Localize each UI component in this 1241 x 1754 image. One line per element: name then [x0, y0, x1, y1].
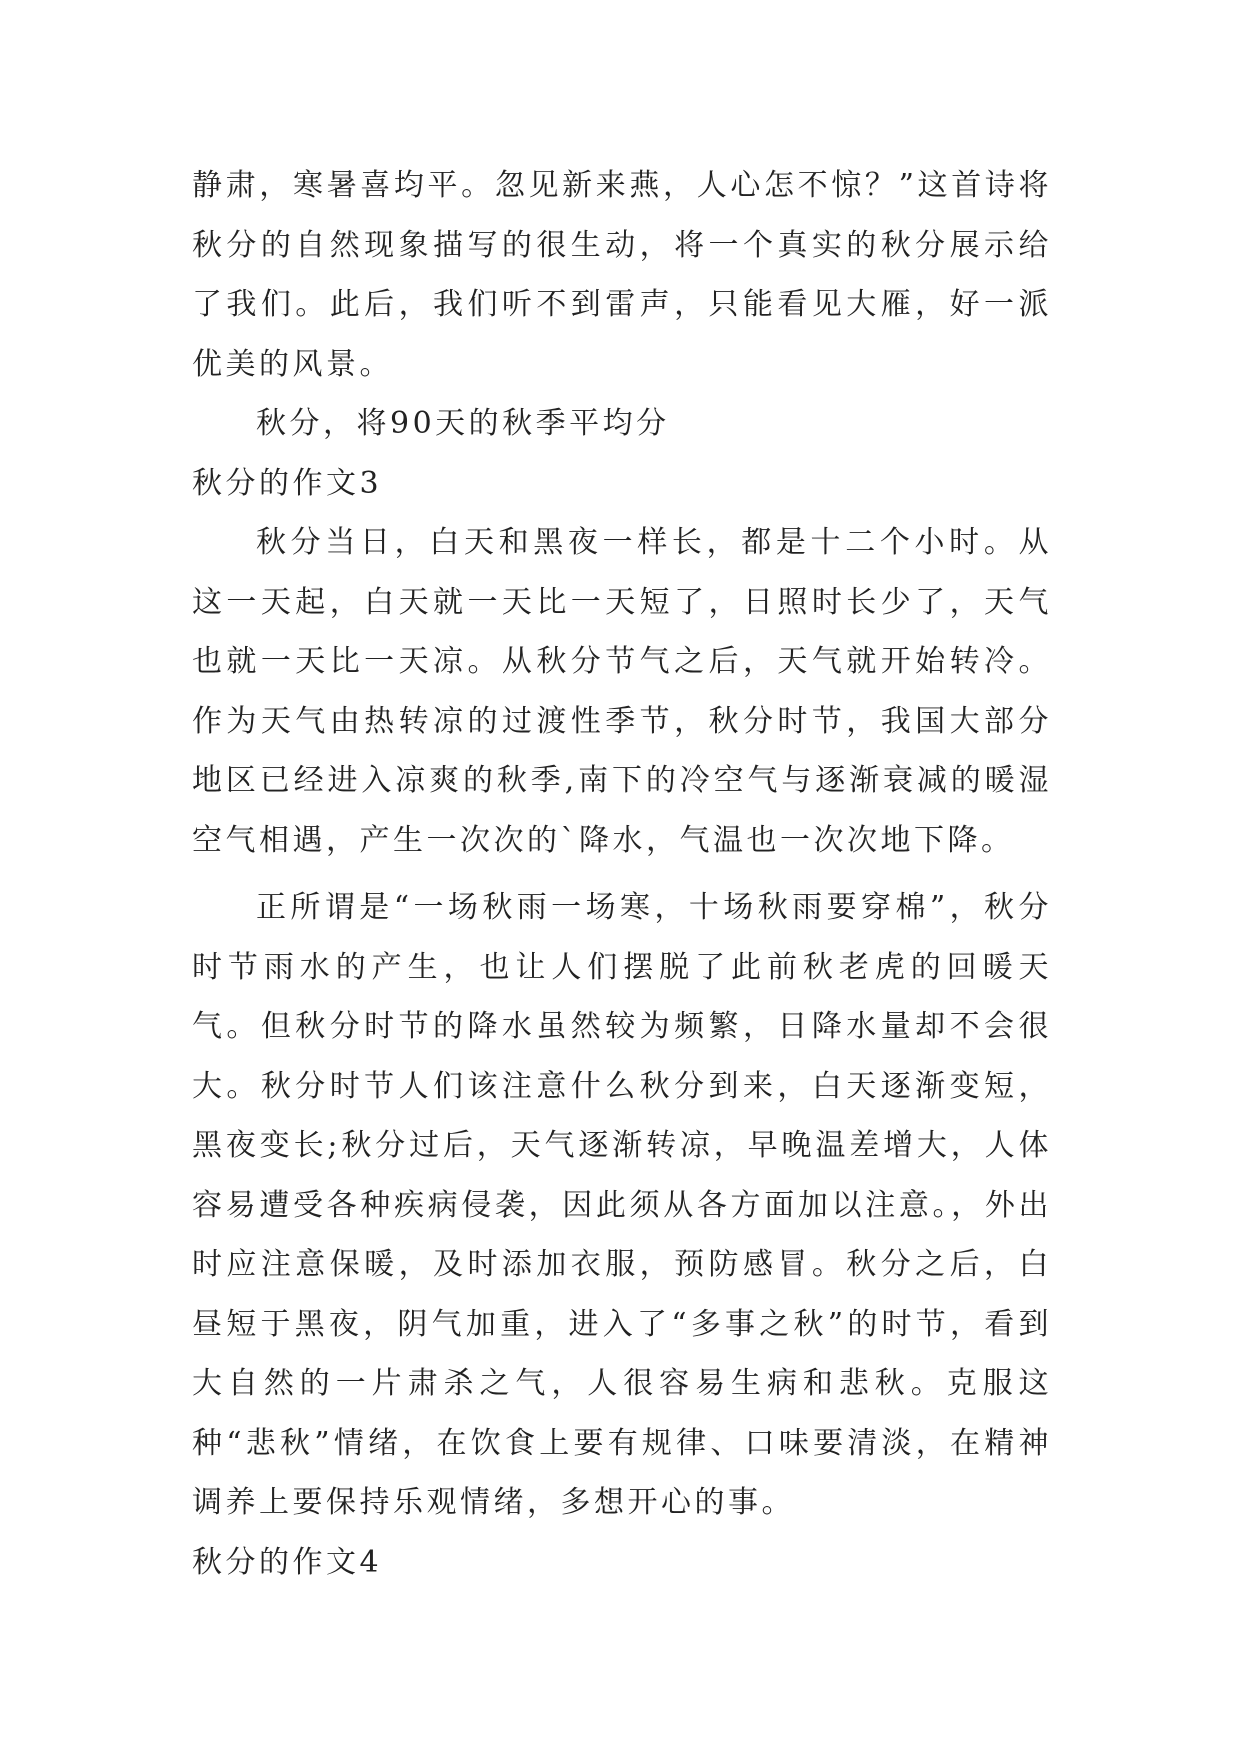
paragraph-autumn-rain-health: 正所谓是“一场秋雨一场寒，十场秋雨要穿棉”，秋分时节雨水的产生，也让人们摆脱了此前秋老虎的回暖天气。但秋分时节的降水虽然较为频繁，日降水量却不会很大。秋分时节人们该注意什么秋分到来，白天逐渐变短，黑夜变长;秋分过后，天气逐渐转凉，早晚温差增大，人体容易遭受各种疾病侵袭，因此须从各方面加以注意。，外出时应注意保暖，及时添加衣服，预防感冒。秋分之后，白昼短于黑夜，阴气加重，进入了“多事之秋”的时节，看到大自然的一片肃杀之气，人很容易生病和悲秋。克服这种“悲秋”情绪，在饮食上要有规律、口味要清淡，在精神调养上要保持乐观情绪，多想开心的事。 [192, 890, 1052, 1520]
paragraph-autumn-equinox-intro: 秋分，将90天的秋季平均分 [256, 406, 670, 441]
section-heading-essay-4: 秋分的作文4 [192, 1544, 383, 1580]
document-body [192, 156, 1052, 1592]
paragraph-poem-commentary: 静肃，寒暑喜均平。忽见新来燕，人心怎不惊？”这首诗将秋分的自然现象描写的很生动，将一个真实的秋分展示给了我们。此后，我们听不到雷声，只能看见大雁，好一派优美的风景。 [192, 168, 1052, 382]
paragraph-day-night-equal: 秋分当日，白天和黑夜一样长，都是十二个小时。从这一天起，白天就一天比一天短了，日照时长少了，天气也就一天比一天凉。从秋分节气之后，天气就开始转冷。作为天气由热转凉的过渡性季节，秋分时节，我国大部分地区已经进入凉爽的秋季,南下的冷空气与逐渐衰减的暖湿空气相遇，产生一次次的`降水，气温也一次次地下降。 [192, 525, 1052, 858]
section-heading-essay-3: 秋分的作文3 [192, 465, 383, 501]
